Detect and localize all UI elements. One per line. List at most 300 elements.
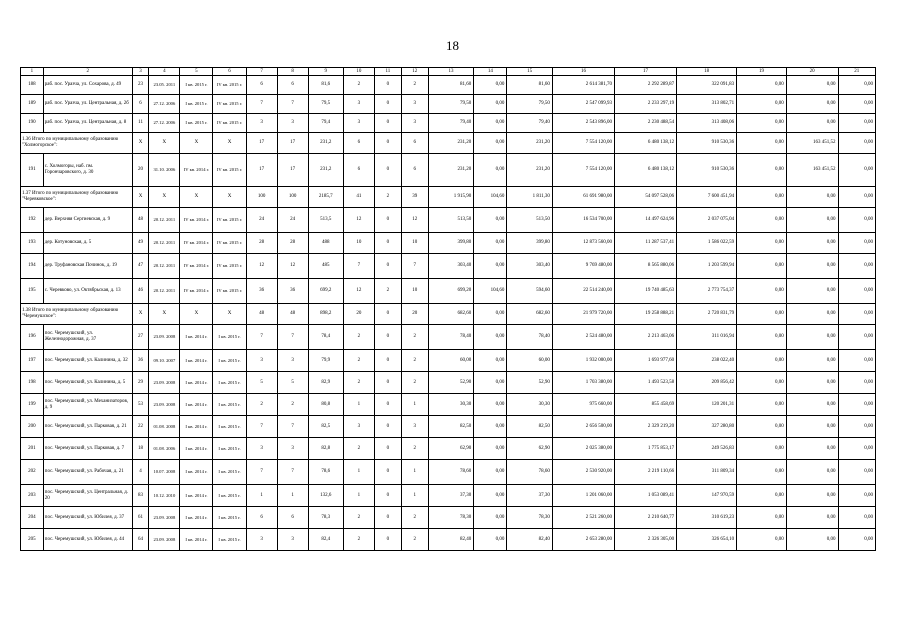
address-cell: пос. Черемушский, ул. Парковая, д. 7 <box>43 438 132 460</box>
amount-cell: 1 203 599,94 <box>677 254 737 279</box>
table-cell: 3 <box>277 114 308 133</box>
date-cell: I кв. 2015 г. <box>213 350 246 372</box>
amount-cell: 79,50 <box>428 95 474 114</box>
subtotal-cell: 20 <box>343 304 374 325</box>
table-cell: 0 <box>374 76 401 95</box>
subtotal-cell: 6 <box>343 133 374 154</box>
table-row <box>21 279 876 304</box>
amount-cell: 0,00 <box>838 507 875 529</box>
amount-cell: 311 016,94 <box>677 325 737 350</box>
amount-cell: 0,00 <box>786 485 838 507</box>
table-cell: 49 <box>132 233 149 254</box>
amount-cell: 0,00 <box>838 529 875 551</box>
subtotal-cell: 231,20 <box>507 133 553 154</box>
amount-cell: 0,00 <box>838 394 875 416</box>
amount-cell: 1 703 380,00 <box>552 372 614 394</box>
row-number-cell: 189 <box>21 95 44 114</box>
amount-cell: 79,40 <box>507 114 553 133</box>
row-number-cell: 203 <box>21 485 44 507</box>
table-row <box>21 394 876 416</box>
amount-cell: 37,30 <box>428 485 474 507</box>
table-cell: 24 <box>246 208 277 233</box>
table-cell: 0 <box>374 394 401 416</box>
table-cell: 78,3 <box>308 507 343 529</box>
subtotal-label: 1.38 Итого по муниципальному образованию "Черемушское": <box>21 304 133 325</box>
table-cell: 2 <box>343 438 374 460</box>
table-cell: 0 <box>374 350 401 372</box>
table-cell: 82,4 <box>308 529 343 551</box>
column-number-cell: 20 <box>786 68 838 76</box>
table-cell: 3 <box>343 114 374 133</box>
table-cell: 2 <box>401 372 428 394</box>
table-cell: 0 <box>374 233 401 254</box>
date-cell: I кв. 2015 г. <box>213 372 246 394</box>
amount-cell: 0,00 <box>838 372 875 394</box>
subtotal-cell: 1 915,90 <box>428 187 474 208</box>
amount-cell: 0,00 <box>786 114 838 133</box>
table-cell: 48 <box>132 208 149 233</box>
amount-cell: 2 292 289,87 <box>615 76 677 95</box>
date-cell: I кв. 2015 г. <box>213 460 246 485</box>
table-cell: 6 <box>343 154 374 187</box>
subtotal-cell: 6 <box>401 133 428 154</box>
amount-cell: 0,00 <box>838 114 875 133</box>
table-cell: 1 <box>277 485 308 507</box>
table-row <box>21 350 876 372</box>
column-number-cell: 11 <box>374 68 401 76</box>
date-cell: IV кв. 2015 г. <box>213 154 246 187</box>
row-number-cell: 195 <box>21 279 44 304</box>
amount-cell: 975 660,00 <box>552 394 614 416</box>
subtotal-cell: 0,00 <box>474 304 507 325</box>
address-cell: пос. Черемушский, ул. Рабочая, д. 21 <box>43 460 132 485</box>
amount-cell: 0,00 <box>786 372 838 394</box>
table-cell: 3 <box>343 416 374 438</box>
subtotal-cell: 682,60 <box>507 304 553 325</box>
row-number-cell: 205 <box>21 529 44 551</box>
amount-cell: 37,30 <box>507 485 553 507</box>
amount-cell: 0,00 <box>474 114 507 133</box>
subtotal-cell: X <box>132 133 149 154</box>
subtotal-cell: X <box>132 187 149 208</box>
table-cell: 79,9 <box>308 350 343 372</box>
table-cell: 17 <box>277 154 308 187</box>
row-number-cell: 196 <box>21 325 44 350</box>
amount-cell: 0,00 <box>838 233 875 254</box>
date-cell: 20.12. 2011 <box>149 254 180 279</box>
amount-cell: 303,40 <box>428 254 474 279</box>
amount-cell: 0,00 <box>838 254 875 279</box>
row-number-cell: 198 <box>21 372 44 394</box>
date-cell: 20.12. 2011 <box>149 233 180 254</box>
table-cell: 7 <box>277 416 308 438</box>
amount-cell: 231,20 <box>507 154 553 187</box>
amount-cell: 52,90 <box>428 372 474 394</box>
table-cell: 61 <box>132 507 149 529</box>
column-number-cell: 14 <box>474 68 507 76</box>
table-cell: 0 <box>374 208 401 233</box>
table-cell: 2 <box>401 76 428 95</box>
subtotal-cell: 6 480 138,12 <box>615 133 677 154</box>
amount-cell: 1 775 853,17 <box>615 438 677 460</box>
table-cell: 80,8 <box>308 394 343 416</box>
amount-cell: 104,60 <box>474 279 507 304</box>
table-cell: 7 <box>343 254 374 279</box>
report-table <box>20 67 876 551</box>
row-number-cell: 191 <box>21 154 44 187</box>
column-number-cell: 12 <box>401 68 428 76</box>
amount-cell: 0,00 <box>786 76 838 95</box>
date-cell: I кв. 2015 г. <box>213 325 246 350</box>
table-cell: 7 <box>246 325 277 350</box>
table-cell: 231,2 <box>308 154 343 187</box>
column-number-row <box>21 68 876 76</box>
amount-cell: 79,40 <box>428 114 474 133</box>
date-cell: I кв. 2015 г. <box>213 507 246 529</box>
amount-cell: 0,00 <box>838 325 875 350</box>
table-cell: 1 <box>246 485 277 507</box>
subtotal-label: 1.36 Итого по муниципальному образованию "Холмогорское": <box>21 133 133 154</box>
table-row <box>21 460 876 485</box>
amount-cell: 2 530 920,00 <box>552 460 614 485</box>
subtotal-cell: X <box>213 304 246 325</box>
table-cell: 22 <box>132 416 149 438</box>
table-cell: 6 <box>246 507 277 529</box>
amount-cell: 78,40 <box>428 325 474 350</box>
table-cell: 1 <box>401 460 428 485</box>
amount-cell: 0,00 <box>737 372 787 394</box>
column-number-cell: 21 <box>838 68 875 76</box>
subtotal-label: 1.37 Итого по муниципальному образованию "Черевковское": <box>21 187 133 208</box>
date-cell: IV кв. 2014 г. <box>180 233 213 254</box>
amount-cell: 2 233 297,19 <box>615 95 677 114</box>
table-row <box>21 438 876 460</box>
amount-cell: 310 619,23 <box>677 507 737 529</box>
amount-cell: 399,80 <box>428 233 474 254</box>
date-cell: IV кв. 2015 г. <box>213 76 246 95</box>
table-cell: 2 <box>343 507 374 529</box>
amount-cell: 0,00 <box>737 460 787 485</box>
amount-cell: 12 873 560,00 <box>552 233 614 254</box>
amount-cell: 513,50 <box>428 208 474 233</box>
amount-cell: 0,00 <box>474 485 507 507</box>
date-cell: IV кв. 2014 г. <box>180 279 213 304</box>
table-cell: 3 <box>401 114 428 133</box>
amount-cell: 30,30 <box>428 394 474 416</box>
amount-cell: 14 497 624,96 <box>615 208 677 233</box>
amount-cell: 2 213 463,06 <box>615 325 677 350</box>
table-row <box>21 507 876 529</box>
date-cell: 23.09. 2008 <box>149 507 180 529</box>
table-cell: 2 <box>277 394 308 416</box>
amount-cell: 2 656 500,00 <box>552 416 614 438</box>
table-cell: 36 <box>246 279 277 304</box>
date-cell: IV кв. 2015 г. <box>213 95 246 114</box>
amount-cell: 82,50 <box>507 416 553 438</box>
table-cell: 3 <box>343 95 374 114</box>
table-cell: 3 <box>277 529 308 551</box>
amount-cell: 0,00 <box>737 350 787 372</box>
amount-cell: 0,00 <box>786 529 838 551</box>
table-cell: 28 <box>246 233 277 254</box>
table-cell: 7 <box>246 460 277 485</box>
address-cell: с. Холмогоры, наб. пм. Горончаровского, д. 30 <box>43 154 132 187</box>
address-cell: пос. Черемушский, ул. Калинина, д. 5 <box>43 372 132 394</box>
subtotal-cell: 48 <box>277 304 308 325</box>
amount-cell: 0,00 <box>838 460 875 485</box>
table-cell: 36 <box>132 350 149 372</box>
table-cell: 0 <box>374 154 401 187</box>
amount-cell: 322 091,83 <box>677 76 737 95</box>
table-cell: 24 <box>277 208 308 233</box>
amount-cell: 81,60 <box>428 76 474 95</box>
table-cell: 2 <box>401 438 428 460</box>
date-cell: IV кв. 2015 г. <box>213 208 246 233</box>
table-cell: 0 <box>374 95 401 114</box>
address-cell: с. Черевково, ул. Октябрьская, д. 13 <box>43 279 132 304</box>
address-cell: дер. Труфановская Починок, д. 19 <box>43 254 132 279</box>
amount-cell: 16 534 700,00 <box>552 208 614 233</box>
amount-cell: 0,00 <box>474 460 507 485</box>
subtotal-cell: X <box>180 133 213 154</box>
amount-cell: 0,00 <box>838 416 875 438</box>
table-cell: 132,6 <box>308 485 343 507</box>
amount-cell: 0,00 <box>474 76 507 95</box>
row-number-cell: 193 <box>21 233 44 254</box>
amount-cell: 0,00 <box>786 460 838 485</box>
amount-cell: 82,40 <box>507 529 553 551</box>
date-cell: 10.12. 2010 <box>149 485 180 507</box>
amount-cell: 2 037 075,04 <box>677 208 737 233</box>
column-number-cell: 5 <box>180 68 213 76</box>
table-cell: 10 <box>401 279 428 304</box>
column-number-cell: 19 <box>737 68 787 76</box>
amount-cell: 60,00 <box>507 350 553 372</box>
subtotal-cell: 19 258 888,21 <box>615 304 677 325</box>
subtotal-cell: 61 691 980,00 <box>552 187 614 208</box>
table-cell: 79,5 <box>308 95 343 114</box>
column-number-cell: 2 <box>43 68 132 76</box>
amount-cell: 0,00 <box>737 529 787 551</box>
amount-cell: 0,00 <box>737 95 787 114</box>
amount-cell: 513,50 <box>507 208 553 233</box>
amount-cell: 19 740 485,63 <box>615 279 677 304</box>
row-number-cell: 202 <box>21 460 44 485</box>
address-cell: раб. пос. Уразча, ул. Сохарова, д. 49 <box>43 76 132 95</box>
amount-cell: 62,90 <box>428 438 474 460</box>
table-row <box>21 154 876 187</box>
table-cell: 82,5 <box>308 416 343 438</box>
amount-cell: 0,00 <box>838 485 875 507</box>
column-number-cell: 17 <box>615 68 677 76</box>
amount-cell: 2 521 260,00 <box>552 507 614 529</box>
amount-cell: 78,30 <box>428 507 474 529</box>
subtotal-cell: 21 979 720,00 <box>552 304 614 325</box>
subtotal-cell: 17 <box>277 133 308 154</box>
amount-cell: 82,50 <box>428 416 474 438</box>
table-cell: 3 <box>401 416 428 438</box>
date-cell: I кв. 2014 г. <box>180 350 213 372</box>
table-cell: 0 <box>374 325 401 350</box>
table-body <box>21 68 876 551</box>
amount-cell: 699,20 <box>428 279 474 304</box>
subtotal-cell: 104,60 <box>474 187 507 208</box>
amount-cell: 311 809,34 <box>677 460 737 485</box>
date-cell: 27.12. 2006 <box>149 114 180 133</box>
date-cell: IV кв. 2015 г. <box>213 114 246 133</box>
amount-cell: 0,00 <box>474 154 507 187</box>
amount-cell: 2 210 640,77 <box>615 507 677 529</box>
date-cell: 23.09. 2008 <box>149 372 180 394</box>
amount-cell: 52,90 <box>507 372 553 394</box>
date-cell: 09.10. 2007 <box>149 350 180 372</box>
table-cell: 0 <box>374 114 401 133</box>
table-cell: 12 <box>401 208 428 233</box>
amount-cell: 22 514 240,00 <box>552 279 614 304</box>
amount-cell: 0,00 <box>474 416 507 438</box>
table-cell: 0 <box>374 529 401 551</box>
amount-cell: 326 654,10 <box>677 529 737 551</box>
amount-cell: 120 201,31 <box>677 394 737 416</box>
subtotal-cell: 17 <box>246 133 277 154</box>
subtotal-cell: 0,00 <box>838 187 875 208</box>
subtotal-cell: X <box>180 187 213 208</box>
amount-cell: 0,00 <box>474 325 507 350</box>
table-cell: 7 <box>246 95 277 114</box>
amount-cell: 0,00 <box>737 416 787 438</box>
date-cell: 23.05. 2011 <box>149 76 180 95</box>
date-cell: IV кв. 2014 г. <box>180 154 213 187</box>
table-cell: 79,4 <box>308 114 343 133</box>
date-cell: I кв. 2014 г. <box>180 394 213 416</box>
column-number-cell: 13 <box>428 68 474 76</box>
amount-cell: 60,00 <box>428 350 474 372</box>
table-cell: 513,5 <box>308 208 343 233</box>
date-cell: 01.08. 2006 <box>149 438 180 460</box>
row-number-cell: 199 <box>21 394 44 416</box>
column-number-cell: 16 <box>552 68 614 76</box>
amount-cell: 209 856,42 <box>677 372 737 394</box>
subtotal-cell: X <box>149 133 180 154</box>
table-row <box>21 233 876 254</box>
subtotal-cell: 20 <box>401 304 428 325</box>
subtotal-cell: 100 <box>246 187 277 208</box>
table-row <box>21 254 876 279</box>
subtotal-cell: 0,00 <box>786 304 838 325</box>
table-cell: 3 <box>246 350 277 372</box>
table-cell: 29 <box>132 372 149 394</box>
amount-cell: 30,30 <box>507 394 553 416</box>
row-number-cell: 192 <box>21 208 44 233</box>
table-cell: 2 <box>343 76 374 95</box>
subtotal-cell: 0,00 <box>474 133 507 154</box>
amount-cell: 0,00 <box>737 76 787 95</box>
table-row <box>21 485 876 507</box>
column-number-cell: 15 <box>507 68 553 76</box>
amount-cell: 6 480 138,12 <box>615 154 677 187</box>
amount-cell: 0,00 <box>474 394 507 416</box>
date-cell: IV кв. 2014 г. <box>180 254 213 279</box>
table-cell: 485 <box>308 254 343 279</box>
amount-cell: 0,00 <box>838 95 875 114</box>
row-number-cell: 188 <box>21 76 44 95</box>
amount-cell: 2 547 099,93 <box>552 95 614 114</box>
table-cell: 3 <box>277 438 308 460</box>
amount-cell: 1 053 089,41 <box>615 485 677 507</box>
table-cell: 7 <box>401 254 428 279</box>
table-cell: 78,6 <box>308 460 343 485</box>
table-row <box>21 529 876 551</box>
subtotal-row <box>21 187 876 208</box>
table-cell: 1 <box>343 460 374 485</box>
amount-cell: 2 219 110,66 <box>615 460 677 485</box>
date-cell: IV кв. 2015 г. <box>213 233 246 254</box>
table-cell: 3 <box>401 95 428 114</box>
table-cell: 3 <box>246 114 277 133</box>
subtotal-cell: X <box>132 304 149 325</box>
table-cell: 78,4 <box>308 325 343 350</box>
table-cell: 0 <box>374 507 401 529</box>
amount-cell: 249 526,83 <box>677 438 737 460</box>
amount-cell: 313 802,71 <box>677 95 737 114</box>
amount-cell: 0,00 <box>786 254 838 279</box>
table-cell: 0 <box>374 254 401 279</box>
table-cell: 2 <box>374 279 401 304</box>
table-cell: 7 <box>277 95 308 114</box>
amount-cell: 0,00 <box>786 416 838 438</box>
table-cell: 5 <box>246 372 277 394</box>
table-cell: 20 <box>132 154 149 187</box>
amount-cell: 0,00 <box>737 233 787 254</box>
date-cell: I кв. 2014 г. <box>180 507 213 529</box>
table-cell: 0 <box>374 485 401 507</box>
table-cell: 23 <box>132 76 149 95</box>
table-cell: 4 <box>132 460 149 485</box>
date-cell: 23.09. 2008 <box>149 529 180 551</box>
table-row <box>21 76 876 95</box>
address-cell: пос. Черемушский, ул. Калинина, д. 32 <box>43 350 132 372</box>
subtotal-cell: 231,2 <box>308 133 343 154</box>
table-cell: 1 <box>401 394 428 416</box>
amount-cell: 0,00 <box>474 372 507 394</box>
table-cell: 2 <box>343 350 374 372</box>
amount-cell: 7 554 120,00 <box>552 154 614 187</box>
address-cell: пос. Черемушский, ул. Юбилея, д. 44 <box>43 529 132 551</box>
subtotal-cell: 48 <box>246 304 277 325</box>
amount-cell: 2 230 488,54 <box>615 114 677 133</box>
table-cell: 64 <box>132 529 149 551</box>
amount-cell: 0,00 <box>737 438 787 460</box>
table-cell: 7 <box>277 325 308 350</box>
subtotal-cell: X <box>213 187 246 208</box>
amount-cell: 0,00 <box>786 279 838 304</box>
amount-cell: 2 329 219,20 <box>615 416 677 438</box>
amount-cell: 0,00 <box>838 208 875 233</box>
subtotal-cell: 0,00 <box>838 304 875 325</box>
amount-cell: 2 614 381,70 <box>552 76 614 95</box>
subtotal-cell: 0 <box>374 304 401 325</box>
amount-cell: 78,60 <box>428 460 474 485</box>
amount-cell: 82,40 <box>428 529 474 551</box>
table-cell: 11 <box>132 114 149 133</box>
subtotal-cell: 0,00 <box>838 133 875 154</box>
address-cell: раб. пос. Уразча, ул. Центральная, д. 8 <box>43 114 132 133</box>
column-number-cell: 4 <box>149 68 180 76</box>
date-cell: I кв. 2014 г. <box>180 325 213 350</box>
amount-cell: 11 287 537,41 <box>615 233 677 254</box>
amount-cell: 8 565 880,06 <box>615 254 677 279</box>
address-cell: пос. Черемушский, ул. Центральная, д. 20 <box>43 485 132 507</box>
